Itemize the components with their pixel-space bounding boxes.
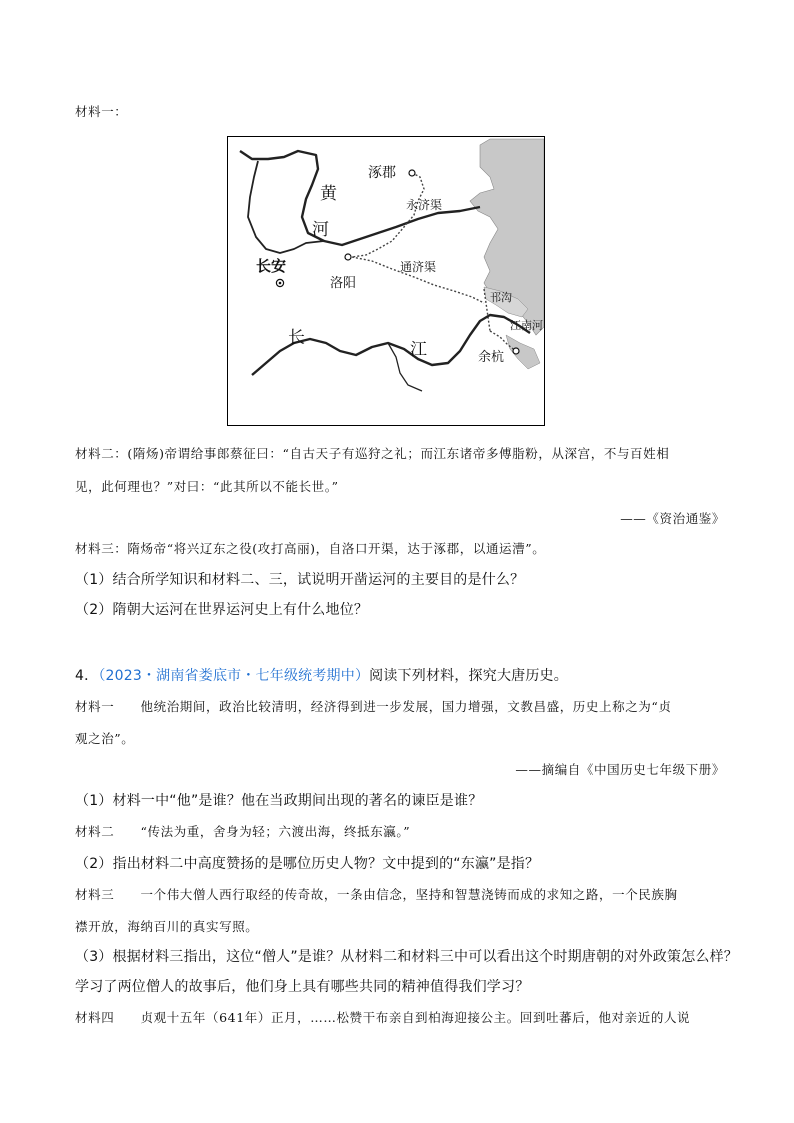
tang-material3-line1: 材料三 一个伟大僧人西行取经的传奇故，一条由信念，坚持和智慧浇铸而成的求知之路，一个民族胸 bbox=[75, 887, 678, 902]
material3: 材料三：隋炀帝“将兴辽东之役(攻打高丽)，自洛口开渠，达于涿郡，以通运漕”。 bbox=[75, 541, 546, 556]
tang-material4: 材料四 贞观十五年（641年）正月，……松赞干布亲自到柏海迎接公主。回到吐蕃后，他对亲近的人说 bbox=[75, 1010, 691, 1025]
label-luoyang: 洛阳 bbox=[330, 276, 357, 291]
question-4-source[interactable]: （2023・湖南省娄底市・七年级统考期中） bbox=[98, 668, 370, 684]
yuhang-marker bbox=[513, 348, 519, 354]
question-4-number: 4． bbox=[75, 668, 99, 684]
label-changan: 长安 bbox=[256, 257, 287, 275]
tang-material2: 材料二 “传法为重，舍身为轻；六渡出海，终抵东瀛。” bbox=[75, 824, 411, 839]
label-chang-2: 江 bbox=[410, 340, 427, 360]
material1-label: 材料一： bbox=[75, 104, 128, 119]
label-zhuojun: 涿郡 bbox=[368, 165, 396, 181]
question-2: （2）隋朝大运河在世界运河史上有什么地位？ bbox=[75, 602, 369, 618]
question-4-prompt: 阅读下列材料，探究大唐历史。 bbox=[369, 668, 568, 684]
label-huang-1: 黄 bbox=[320, 184, 337, 204]
hangzhou-bay bbox=[506, 335, 540, 369]
zhuojun-marker bbox=[409, 170, 415, 176]
yongji-canal bbox=[352, 173, 424, 257]
tang-material3-line2: 襟开放，海纳百川的真实写照。 bbox=[75, 919, 259, 934]
grand-canal-map bbox=[227, 136, 545, 426]
question-1: （1）结合所学知识和材料二、三，试说明开凿运河的主要目的是什么？ bbox=[75, 572, 525, 588]
question-4-header bbox=[75, 665, 725, 685]
label-yongji: 永济渠 bbox=[406, 198, 443, 212]
yellow-river bbox=[240, 151, 480, 245]
material2-line1: 材料二：(隋炀)帝谓给事郎蔡征曰：“自古天子有巡狩之礼；而江东诸帝多傅脂粉，从深宫，不与百姓相 bbox=[75, 446, 670, 461]
label-hangou: 邗沟 bbox=[490, 291, 512, 304]
label-chang-1: 长 bbox=[288, 328, 305, 348]
label-huang-2: 河 bbox=[312, 220, 329, 240]
changan-marker-dot bbox=[279, 282, 282, 285]
question-4-2: （2）指出材料二中高度赞扬的是哪位历史人物？文中提到的“东瀛”是指？ bbox=[75, 856, 540, 872]
material2-line2: 见，此何理也？”对曰：“此其所以不能长世。” bbox=[75, 479, 339, 494]
question-4-3-line2: 学习了两位僧人的故事后，他们身上具有哪些共同的精神值得我们学习？ bbox=[75, 979, 530, 995]
question-4-1: （1）材料一中“他”是谁？他在当政期间出现的著名的谏臣是谁？ bbox=[75, 793, 483, 809]
question-4-3-line1: （3）根据材料三指出，这位“僧人”是谁？从材料二和材料三中可以看出这个时期唐朝的对外政策怎么样？ bbox=[75, 949, 739, 965]
tang-material1-line2: 观之治”。 bbox=[75, 731, 135, 746]
label-yuhang: 余杭 bbox=[478, 350, 505, 365]
tang-material1-source: ——摘编自《中国历史七年级下册》 bbox=[515, 762, 725, 777]
tang-material1-line1: 材料一 他统治期间，政治比较清明，经济得到进一步发展，国力增强，文教昌盛，历史上称之为“贞 bbox=[75, 699, 672, 714]
label-jiangnan: 江南河 bbox=[510, 319, 543, 332]
luoyang-marker bbox=[345, 254, 351, 260]
material2-source: ——《资治通鉴》 bbox=[620, 511, 725, 526]
label-tongji: 通济渠 bbox=[400, 260, 437, 274]
